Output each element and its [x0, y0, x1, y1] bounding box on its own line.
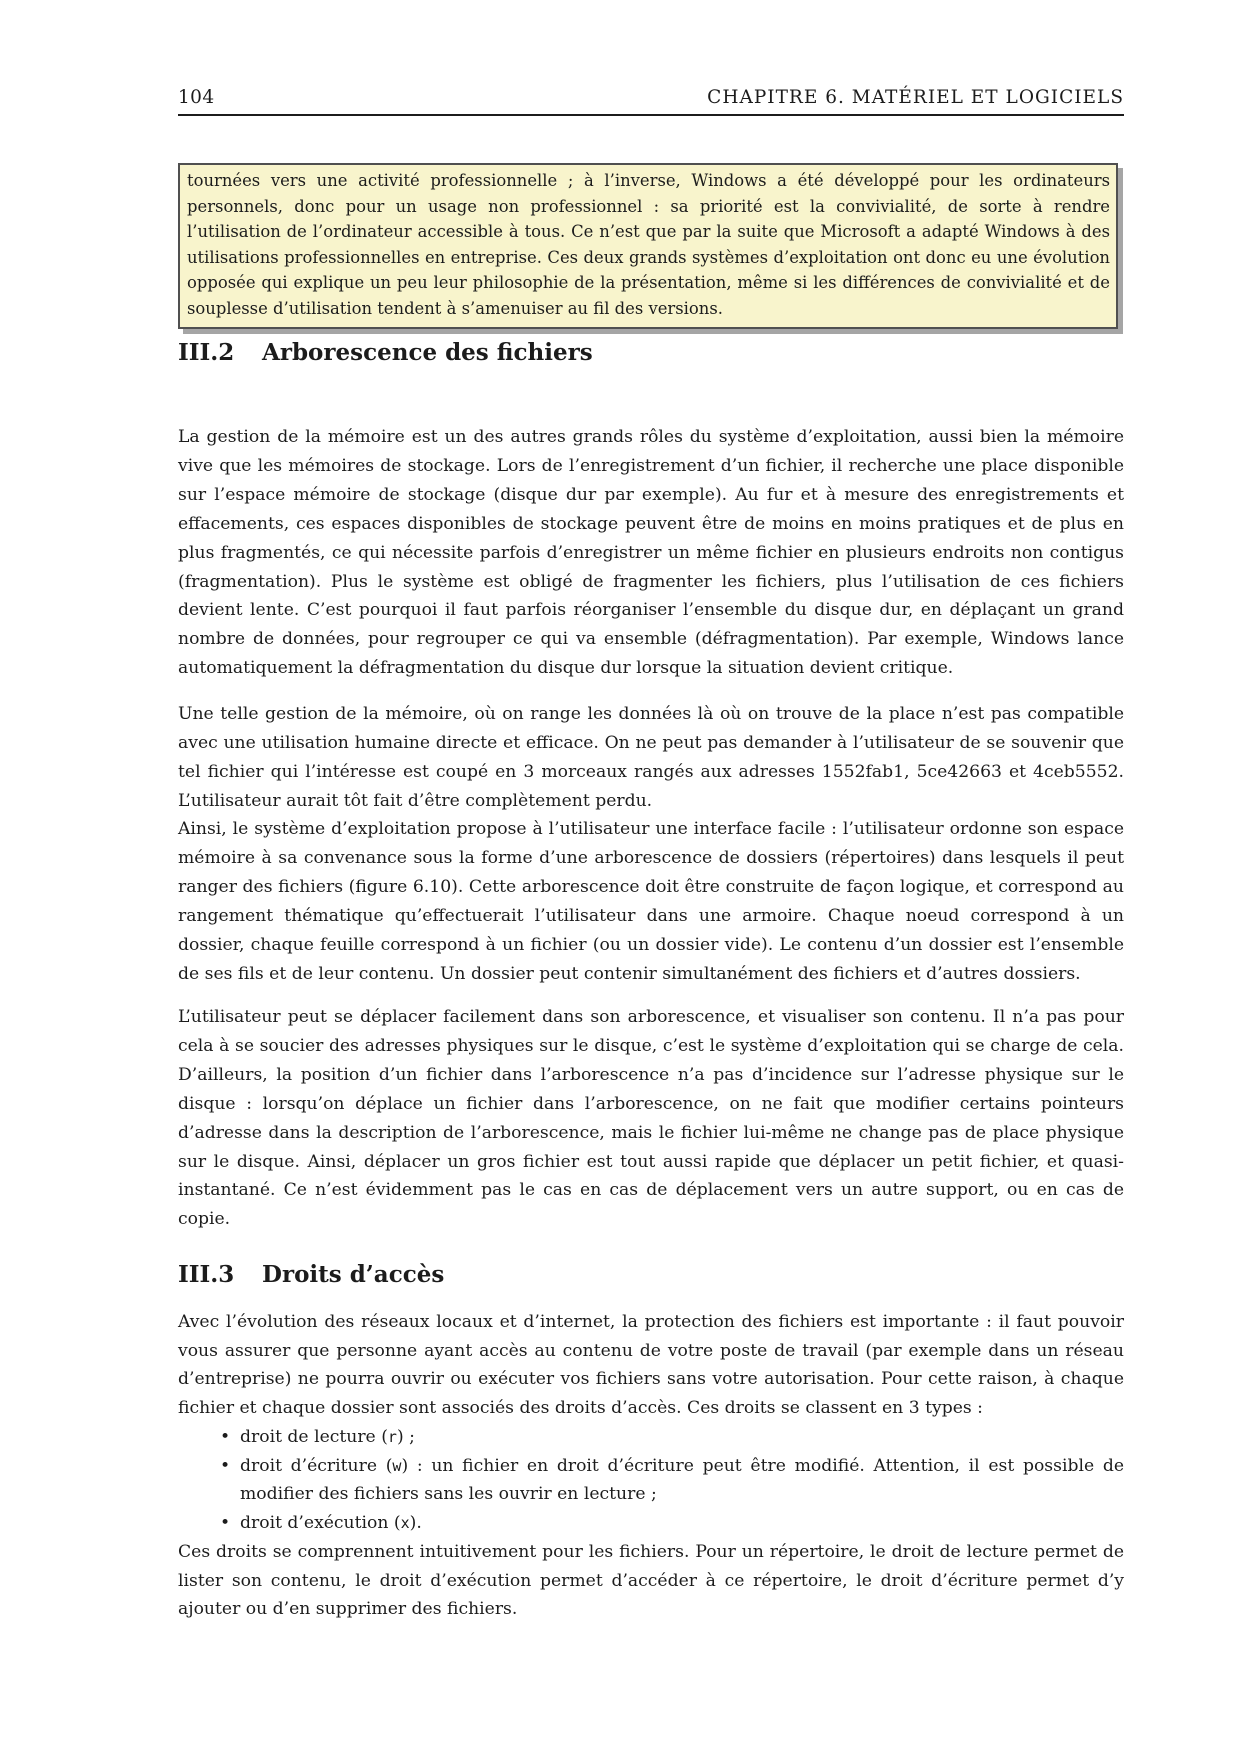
code-letter: x — [400, 1514, 410, 1533]
list-item: • droit d’exécution (x). — [178, 1509, 1124, 1538]
paragraph: Ainsi, le système d’exploitation propose à l’utilisateur une interface facile : l’utilisateur ordonne son espace mémoire à sa convenance sous la forme d’une arborescence de dossiers (répertoires) dans lesquels il peut ranger des fichiers (figure 6.10). Cette arborescence doit être construite de façon logique, et correspond au rangement thématique qu’effectuerait l’utilisateur dans une armoire. Chaque noeud correspond à un dossier, chaque feuille correspond à un fichier (ou un dossier vide). Le contenu d’un dossier est l’ensemble de ses fils et de leur contenu. Un dossier peut contenir simultanément des fichiers et d’autres dossiers. — [178, 819, 1124, 984]
highlight-note-box: tournées vers une activité professionnelle ; à l’inverse, Windows a été développé pour les ordinateurs personnels, donc pour un usage non professionnel : sa priorité est la convivialité, de sorte à rendre l’utilisation de l’ordinateur accessible à tous. Ce n’est que par la suite que Microsoft a adapté Windows à des utilisations professionnelles en entreprise. Ces deux grands systèmes d’exploitation ont donc eu une évolution opposée qui explique un peu leur philosophie de la présentation, même si les différences de convivialité et de souplesse d’utilisation tendent à s’amenuiser au fil des versions. — [178, 163, 1118, 329]
code-letter: w — [392, 1456, 402, 1475]
section-number: III.3 — [178, 1261, 235, 1288]
section-title: Droits d’accès — [262, 1261, 445, 1288]
bullet-icon: • — [220, 1513, 231, 1534]
paragraph: Ces droits se comprennent intuitivement pour les fichiers. Pour un répertoire, le droit de lecture permet de lister son contenu, le droit d’exécution permet d’accéder à ce répertoire, le droit d’écriture permet d’y ajouter ou d’en supprimer des fichiers. — [178, 1542, 1124, 1620]
code-letter: r — [387, 1428, 397, 1446]
paragraph: Une telle gestion de la mémoire, où on range les données là où on trouve de la place n’est pas compatible avec une utilisation humaine directe et efficace. On ne peut pas demander à l’utilisateur de se souvenir que tel fichier qui l’intéresse est coupé en 3 morceaux rangés aux adresses 1552fab1, 5ce42663 et 4ceb5552. L’utilisateur aurait tôt fait d’être complètement perdu. — [178, 704, 1124, 811]
paragraph: Avec l’évolution des réseaux locaux et d’internet, la protection des fichiers est importante : il faut pouvoir vous assurer que personne ayant accès au contenu de votre poste de travail (par exemple dans un réseau d’entreprise) ne pourra ouvrir ou exécuter vos fichiers sans votre autorisation. Pour cette raison, à chaque fichier et chaque dossier sont associés des droits d’accès. Ces droits se classent en 3 types : — [178, 1312, 1124, 1419]
chapter-title: CHAPITRE 6. MATÉRIEL ET LOGICIELS — [707, 87, 1124, 108]
bullet-icon: • — [220, 1427, 231, 1447]
page-number: 104 — [178, 87, 215, 108]
page-header — [178, 84, 1124, 116]
section-heading-iii2 — [178, 339, 1124, 366]
access-rights-list — [178, 1423, 1124, 1538]
list-item: • droit de lecture (r) ; — [178, 1423, 1124, 1452]
paragraph: L’utilisateur peut se déplacer facilement dans son arborescence, et visualiser son contenu. Il n’a pas pour cela à se soucier des adresses physiques sur le disque, c’est le système d’exploitation qui se charge de cela. D’ailleurs, la position d’un fichier dans l’arborescence n’a pas d’incidence sur l’adresse physique sur le disque : lorsqu’on déplace un fichier dans l’arborescence, on ne fait que modifier certains pointeurs d’adresse dans la description de l’arborescence, mais le fichier lui-même ne change pas de place physique sur le disque. Ainsi, déplacer un gros fichier est tout aussi rapide que déplacer un petit fichier, et quasi-instantané. Ce n’est évidemment pas le cas en cas de déplacement vers un autre support, ou en cas de copie. — [178, 1007, 1124, 1230]
section-number: III.2 — [178, 339, 235, 366]
section-heading-iii3 — [178, 1261, 1124, 1288]
paragraph: La gestion de la mémoire est un des autres grands rôles du système d’exploitation, aussi bien la mémoire vive que les mémoires de stockage. Lors de l’enregistrement d’un fichier, il recherche une place disponible sur l’espace mémoire de stockage (disque dur par exemple). Au fur et à mesure des enregistrements et effacements, ces espaces disponibles de stockage peuvent être de moins en moins pratiques et de plus en plus fragmentés, ce qui nécessite parfois d’enregistrer un même fichier en plusieurs endroits non contigus (fragmentation). Plus le système est obligé de fragmenter les fichiers, plus l’utilisation de ces fichiers devient lente. C’est pourquoi il faut parfois réorganiser l’ensemble du disque dur, en déplaçant un grand nombre de données, pour regrouper ce qui va ensemble (défragmentation). Par exemple, Windows lance automatiquement la défragmentation du disque dur lorsque la situation devient critique. — [178, 427, 1124, 679]
list-item: • droit d’écriture (w) : un fichier en droit d’écriture peut être modifié. Attention, il est possible de modifier des fichiers sans les ouvrir en lecture ; — [178, 1452, 1124, 1509]
section-title: Arborescence des fichiers — [262, 339, 593, 366]
bullet-icon: • — [220, 1455, 231, 1476]
